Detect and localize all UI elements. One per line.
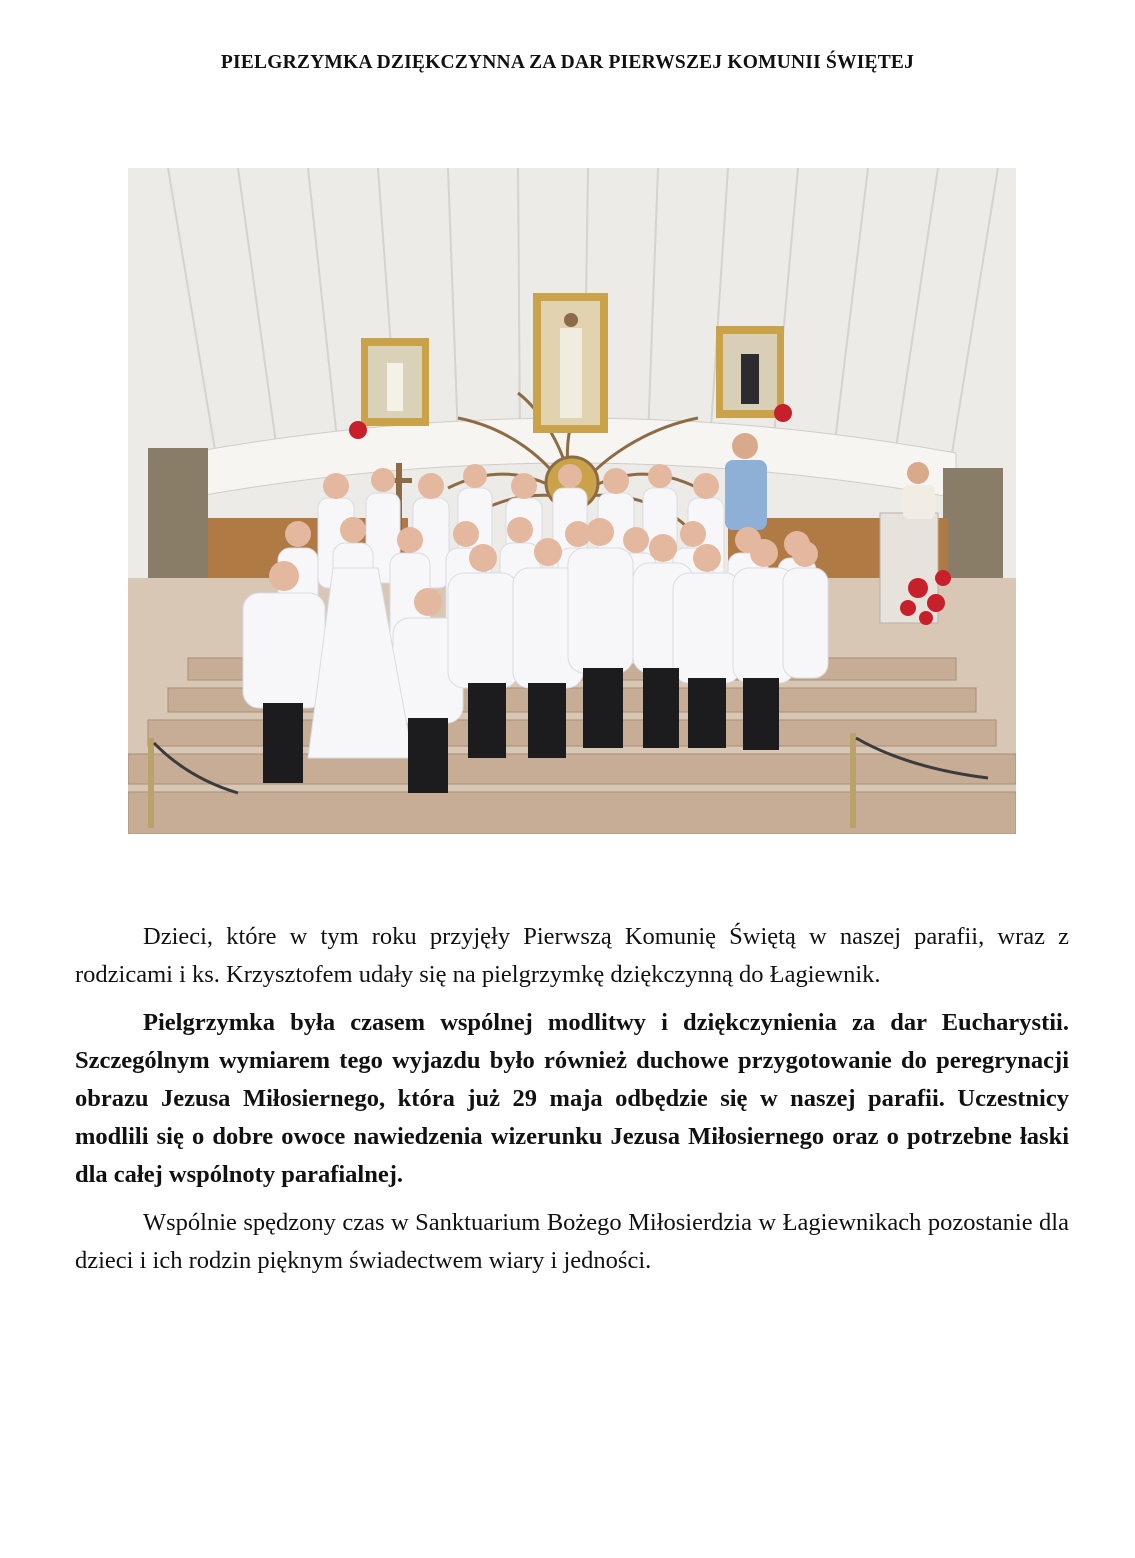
balcony-flowers-right — [774, 404, 792, 422]
paragraph-bold: Pielgrzymka była czasem wspólnej modlitwy i dziękczynienia za dar Eucharystii. Szczególnym wymiarem tego wyjazdu było również duchowe przygotowanie do peregrynacji obrazu Jezusa Miłosiernego, która już 29 maja odbędzie się w naszej parafii. Uczestnicy modlili się o dobre owoce nawiedzenia wizerunku Jezusa Miłosiernego oraz o potrzebne łaski dla całej wspólnoty parafialnej. — [75, 1009, 1069, 1188]
balcony-flowers-left — [349, 421, 367, 439]
group-photo-icon — [128, 168, 1016, 834]
paragraph-closing: Wspólnie spędzony czas w Sanktuarium Bożego Miłosierdzia w Łagiewnikach pozostanie dla dzieci i ich rodzin pięknym świadectwem wiary i jedności. — [75, 1209, 1069, 1274]
group-photo — [128, 168, 1016, 834]
article-body — [75, 918, 1069, 1290]
document-title: PIELGRZYMKA DZIĘKCZYNNA ZA DAR PIERWSZEJ KOMUNII ŚWIĘTEJ — [220, 52, 915, 73]
paragraph-intro: Dzieci, które w tym roku przyjęły Pierwszą Komunię Świętą w naszej parafii, wraz z rodzicami i ks. Krzysztofem udały się na pielgrzymkę dziękczynną do Łagiewnik. — [75, 923, 1069, 988]
